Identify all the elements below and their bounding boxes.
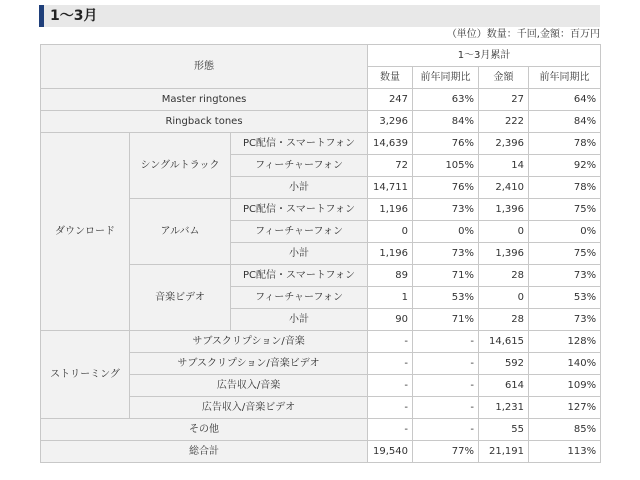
cell-amt-yoy: 78% bbox=[529, 133, 601, 155]
col-qty-yoy: 前年同期比 bbox=[413, 67, 479, 89]
group-label-streaming: ストリーミング bbox=[41, 331, 130, 419]
row-label: Master ringtones bbox=[41, 89, 368, 111]
cell-quantity: - bbox=[368, 419, 413, 441]
row-label: サブスクリプション/音楽ビデオ bbox=[130, 353, 368, 375]
cell-amt-yoy: 53% bbox=[529, 287, 601, 309]
col-amount: 金額 bbox=[479, 67, 529, 89]
cell-qty-yoy: 77% bbox=[413, 441, 479, 463]
cell-quantity: 72 bbox=[368, 155, 413, 177]
row-label: Ringback tones bbox=[41, 111, 368, 133]
cell-quantity: 89 bbox=[368, 265, 413, 287]
cell-quantity: - bbox=[368, 353, 413, 375]
cell-quantity: - bbox=[368, 375, 413, 397]
cell-amount: 27 bbox=[479, 89, 529, 111]
cell-amt-yoy: 75% bbox=[529, 243, 601, 265]
cell-amount: 28 bbox=[479, 309, 529, 331]
cell-amount: 222 bbox=[479, 111, 529, 133]
col-quantity: 数量 bbox=[368, 67, 413, 89]
cell-qty-yoy: 53% bbox=[413, 287, 479, 309]
cell-amt-yoy: 113% bbox=[529, 441, 601, 463]
cell-amt-yoy: 73% bbox=[529, 265, 601, 287]
row-label: 広告収入/音楽 bbox=[130, 375, 368, 397]
cell-amt-yoy: 140% bbox=[529, 353, 601, 375]
cell-quantity: - bbox=[368, 397, 413, 419]
group-label-download: ダウンロード bbox=[41, 133, 130, 331]
cell-amount: 1,396 bbox=[479, 199, 529, 221]
cell-qty-yoy: 71% bbox=[413, 309, 479, 331]
row-label-subtotal: 小計 bbox=[231, 309, 368, 331]
cell-amount: 14 bbox=[479, 155, 529, 177]
cell-qty-yoy: 0% bbox=[413, 221, 479, 243]
cell-quantity: 90 bbox=[368, 309, 413, 331]
row-label: サブスクリプション/音楽 bbox=[130, 331, 368, 353]
unit-note: （単位）数量：千回,金額：百万円 bbox=[446, 29, 600, 40]
row-label: フィーチャーフォン bbox=[231, 155, 368, 177]
table-row bbox=[41, 111, 601, 133]
table-row bbox=[41, 133, 601, 155]
cell-amount: 21,191 bbox=[479, 441, 529, 463]
cell-amount: 55 bbox=[479, 419, 529, 441]
cell-quantity: 19,540 bbox=[368, 441, 413, 463]
cell-qty-yoy: 105% bbox=[413, 155, 479, 177]
subgroup-label-album: アルバム bbox=[130, 199, 231, 265]
cell-amount: 28 bbox=[479, 265, 529, 287]
row-label-subtotal: 小計 bbox=[231, 243, 368, 265]
cell-qty-yoy: - bbox=[413, 375, 479, 397]
cell-amount: 2,396 bbox=[479, 133, 529, 155]
cell-amt-yoy: 73% bbox=[529, 309, 601, 331]
cell-amt-yoy: 109% bbox=[529, 375, 601, 397]
cell-amount: 1,231 bbox=[479, 397, 529, 419]
table-row-total bbox=[41, 441, 601, 463]
cell-amt-yoy: 0% bbox=[529, 221, 601, 243]
cell-quantity: 1 bbox=[368, 287, 413, 309]
cell-quantity: 1,196 bbox=[368, 199, 413, 221]
col-amt-yoy: 前年同期比 bbox=[529, 67, 601, 89]
period-header: 1〜3月累計 bbox=[368, 45, 601, 67]
cell-qty-yoy: 63% bbox=[413, 89, 479, 111]
cell-quantity: 0 bbox=[368, 221, 413, 243]
row-label: PC配信・スマートフォン bbox=[231, 133, 368, 155]
row-label: その他 bbox=[41, 419, 368, 441]
cell-amount: 592 bbox=[479, 353, 529, 375]
cell-qty-yoy: 73% bbox=[413, 243, 479, 265]
cell-quantity: 247 bbox=[368, 89, 413, 111]
row-label-total: 総合計 bbox=[41, 441, 368, 463]
cell-qty-yoy: 76% bbox=[413, 133, 479, 155]
cell-qty-yoy: 71% bbox=[413, 265, 479, 287]
subgroup-label-single: シングルトラック bbox=[130, 133, 231, 199]
cell-amount: 2,410 bbox=[479, 177, 529, 199]
cell-qty-yoy: 84% bbox=[413, 111, 479, 133]
table-row bbox=[41, 331, 601, 353]
table-row bbox=[41, 419, 601, 441]
cell-amt-yoy: 127% bbox=[529, 397, 601, 419]
cell-amt-yoy: 84% bbox=[529, 111, 601, 133]
row-label: フィーチャーフォン bbox=[231, 221, 368, 243]
cell-amt-yoy: 92% bbox=[529, 155, 601, 177]
cell-amt-yoy: 64% bbox=[529, 89, 601, 111]
cell-quantity: 3,296 bbox=[368, 111, 413, 133]
form-header: 形態 bbox=[41, 45, 368, 89]
cell-amount: 1,396 bbox=[479, 243, 529, 265]
cell-qty-yoy: - bbox=[413, 331, 479, 353]
section-heading: 1〜3月 bbox=[39, 5, 600, 27]
cell-amount: 14,615 bbox=[479, 331, 529, 353]
cell-qty-yoy: - bbox=[413, 353, 479, 375]
row-label: PC配信・スマートフォン bbox=[231, 265, 368, 287]
cell-quantity: 14,639 bbox=[368, 133, 413, 155]
cell-qty-yoy: - bbox=[413, 419, 479, 441]
table-row bbox=[41, 89, 601, 111]
subgroup-label-video: 音楽ビデオ bbox=[130, 265, 231, 331]
cell-amount: 0 bbox=[479, 287, 529, 309]
cell-qty-yoy: 76% bbox=[413, 177, 479, 199]
row-label: PC配信・スマートフォン bbox=[231, 199, 368, 221]
row-label: フィーチャーフォン bbox=[231, 287, 368, 309]
cell-amount: 614 bbox=[479, 375, 529, 397]
cell-quantity: - bbox=[368, 331, 413, 353]
header-row-1 bbox=[41, 45, 601, 67]
cell-amt-yoy: 85% bbox=[529, 419, 601, 441]
sales-table bbox=[40, 44, 601, 463]
row-label-subtotal: 小計 bbox=[231, 177, 368, 199]
cell-amt-yoy: 78% bbox=[529, 177, 601, 199]
cell-amt-yoy: 128% bbox=[529, 331, 601, 353]
cell-qty-yoy: - bbox=[413, 397, 479, 419]
cell-amount: 0 bbox=[479, 221, 529, 243]
cell-amt-yoy: 75% bbox=[529, 199, 601, 221]
cell-quantity: 1,196 bbox=[368, 243, 413, 265]
cell-quantity: 14,711 bbox=[368, 177, 413, 199]
cell-qty-yoy: 73% bbox=[413, 199, 479, 221]
row-label: 広告収入/音楽ビデオ bbox=[130, 397, 368, 419]
